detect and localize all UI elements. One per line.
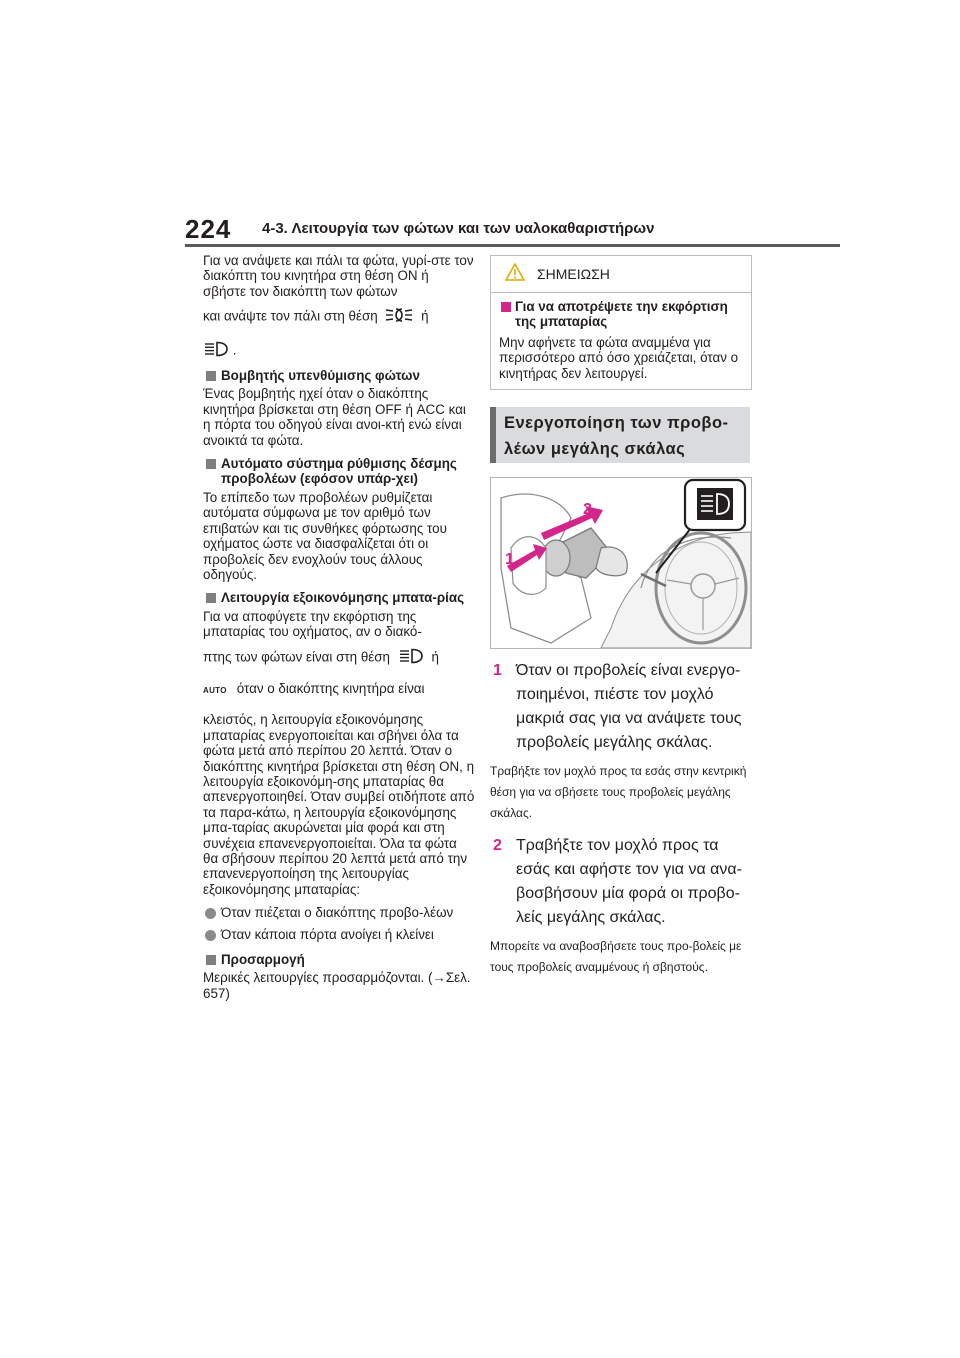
section-square-icon — [206, 593, 216, 603]
reminder-heading — [203, 368, 475, 383]
step-text: Όταν οι προβολείς είναι ενεργο-ποιημένοι, πιέστε τον μοχλό μακριά σας για να ανάψετε τους προβολείς μεγάλης σκάλας. — [516, 662, 742, 752]
saver-body-3-text: όταν ο διακόπτης κινητήρα είναι — [236, 680, 425, 696]
section-square-icon — [206, 371, 216, 381]
section-square-icon — [501, 302, 511, 312]
saver-body-4: κλειστός, η λειτουργία εξοικονόμησης μπαταρίας ενεργοποιείται και σβήνει όλα τα φώτα μετά από περίπου 20 λεπτά. Όταν ο διακόπτης κινητήρα βρίσκεται στη θέση ON, η λειτουργία εξοικονόμη-σης μπαταρίας θα απενεργοποιηθεί. Όταν συμβεί οτιδήποτε από τα παρα-κάτω, η λειτουργία εξοικονόμησης μπα-ταρίας ακυρώνεται μία φορά και στη συνέχεια επανενεργοποιείται. Όλα τα φώτα θα σβήσουν περίπου 20 λεπτά μετά από την επανενεργοποίηση της λειτουργίας εξοικονόμησης μπαταρίας: — [203, 712, 475, 897]
page-number: 224 — [185, 214, 232, 244]
step-number: 1 — [493, 662, 502, 680]
section-square-icon — [206, 459, 216, 469]
left-column — [203, 253, 475, 1001]
auto-label: AUTO — [203, 685, 227, 695]
custom-heading — [203, 952, 475, 967]
saver-body-3 — [203, 681, 475, 698]
notice-subtitle-text: Για να αποτρέψετε την εκφόρτιση της μπαταρίας — [515, 299, 728, 330]
step-note: Μπορείτε να αναβοσβήσετε τους προ-βολείς με τους προβολείς αναμμένους ή σβηστούς. — [490, 939, 742, 975]
headlight-icon — [398, 648, 424, 667]
bullet-dot-icon — [205, 908, 216, 919]
reminder-title: Βομβητής υπενθύμισης φώτων — [221, 368, 420, 384]
intro-line-3 — [203, 341, 475, 360]
notice-header — [491, 256, 751, 293]
saver-bullet-text: Όταν πιέζεται ο διακόπτης προβο-λέων — [221, 905, 454, 921]
notice-subtitle — [499, 299, 743, 330]
custom-title: Προσαρμογή — [221, 952, 305, 968]
intro-line-2-or: ή — [421, 308, 429, 324]
right-column — [490, 253, 752, 978]
custom-body: Μερικές λειτουργίες προσαρμόζονται. (→Σελ. 657) — [203, 970, 471, 1001]
saver-heading — [203, 590, 475, 605]
saver-body-2-text: πτης των φώτων είναι στη θέση — [203, 648, 390, 664]
saver-bullet — [203, 927, 475, 942]
headlight-icon — [203, 341, 229, 360]
figure-label-1: 1 — [505, 551, 514, 569]
bullet-dot-icon — [205, 930, 216, 941]
parking-light-icon — [385, 307, 413, 326]
notice-body — [491, 293, 751, 389]
leveling-title: Αυτόματο σύστημα ρύθμισης δέσμης προβολέων (εφόσον υπάρ-χει) — [221, 456, 457, 487]
intro-line-2 — [203, 307, 475, 326]
step-text: Τραβήξτε τον μοχλό προς τα εσάς και αφήστε τον για να ανα-βοσβήσουν μία φορά οι προβο-λείς μεγάλης σκάλας. — [516, 837, 742, 927]
leveling-body: Το επίπεδο των προβολέων ρυθμίζεται αυτόματα σύμφωνα με τον αριθμό των επιβατών και τις συνθήκες φόρτωσης του οχήματος ώστε να διασφαλίζεται ότι οι προβολείς δεν ενοχλούν τους άλλους οδηγούς. — [203, 489, 447, 582]
section-heading-line: Ενεργοποίηση των προβο- — [504, 414, 729, 433]
lever-illustration — [490, 477, 752, 649]
intro-line-3-suffix: . — [232, 341, 237, 357]
high-beam-indicator-icon — [697, 488, 733, 520]
figure-label-2: 2 — [583, 501, 592, 519]
notice-title: ΣΗΜΕΙΩΣΗ — [537, 266, 610, 282]
saver-bullet-text: Όταν κάποια πόρτα ανοίγει ή κλείνει — [221, 926, 434, 942]
saver-body-2 — [203, 648, 475, 667]
warning-triangle-icon — [505, 263, 525, 286]
section-heading-line: λέων μεγάλης σκάλας — [504, 440, 686, 459]
page-header — [0, 0, 960, 280]
section-square-icon — [206, 955, 216, 965]
reminder-body: Ένας βομβητής ηχεί όταν ο διακόπτης κινητήρα βρίσκεται στη θέση OFF ή ACC και η πόρτα του οδηγού είναι ανοι-κτή ενώ είναι ανοικτά τα φώτα. — [203, 386, 466, 448]
section-heading — [490, 407, 750, 463]
intro-line-2-text: και ανάψτε τον πάλι στη θέση — [203, 308, 378, 324]
saver-body-1: Για να αποφύγετε την εκφόρτιση της μπαταρίας του οχήματος, αν ο διακό- — [203, 608, 422, 640]
step-item — [490, 834, 752, 930]
saver-title: Λειτουργία εξοικονόμησης μπατα-ρίας — [221, 590, 465, 606]
step-note: Τραβήξτε τον μοχλό προς τα εσάς στην κεντρική θέση για να σβήσετε τους προβολείς μεγάλης σκάλας. — [490, 764, 747, 821]
notice-box — [490, 255, 752, 390]
step-item — [490, 659, 752, 755]
saver-body-2-or: ή — [431, 648, 439, 664]
notice-text: Μην αφήνετε τα φώτα αναμμένα για περισσότερο από όσο χρειάζεται, όταν ο κινητήρας δεν λειτουργεί. — [499, 334, 739, 381]
leveling-heading — [203, 456, 475, 487]
step-number: 2 — [493, 837, 502, 855]
header-rule — [185, 244, 840, 247]
chapter-title: 4-3. Λειτουργία των φώτων και των υαλοκαθαριστήρων — [262, 220, 655, 237]
saver-bullet — [203, 905, 475, 920]
intro-paragraph: Για να ανάψετε και πάλι τα φώτα, γυρί-στε τον διακόπτη του κινητήρα στη θέση ON ή σβήστε τον διακόπτη των φώτων — [203, 253, 474, 299]
